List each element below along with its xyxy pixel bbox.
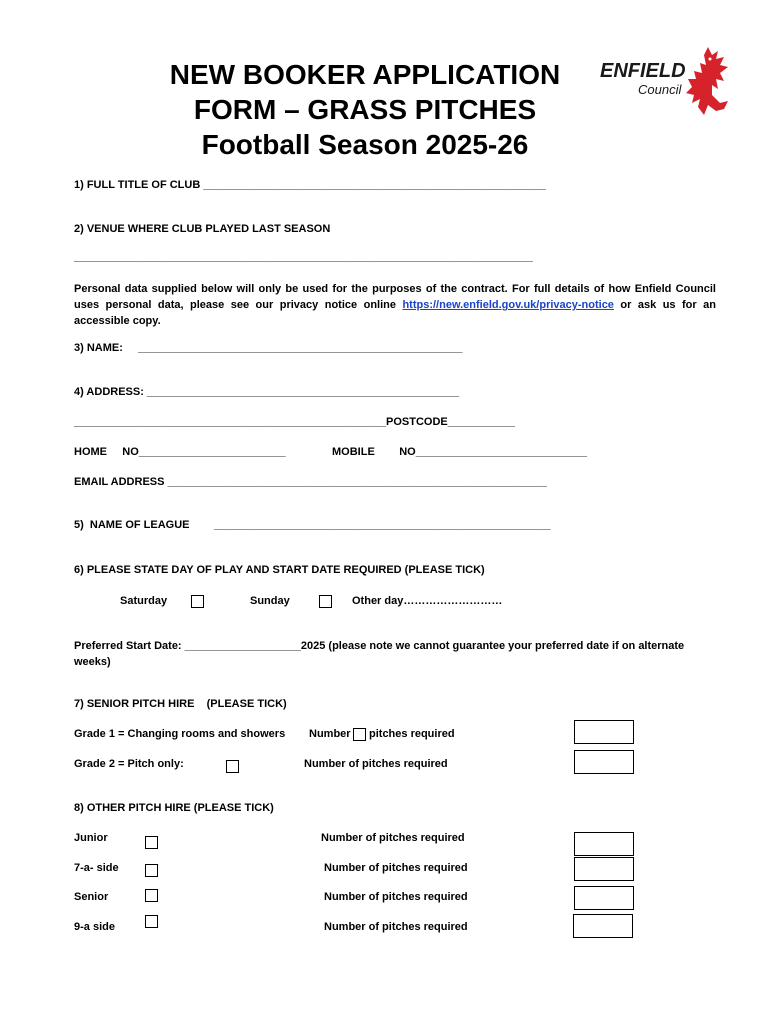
enfield-council-logo <box>600 45 730 120</box>
privacy-text-2: or ask us for an accessible copy. <box>74 299 716 327</box>
junior-label: Junior <box>74 832 108 844</box>
q7-senior-pitch-hire: 7) SENIOR PITCH HIRE (PLEASE TICK) <box>74 698 287 710</box>
grade2-number-box[interactable] <box>574 750 634 774</box>
q3-name: 3) NAME: _____________________________________________________ <box>74 342 463 354</box>
q5-league-label: 5) NAME OF LEAGUE <box>74 519 190 531</box>
saturday-label: Saturday <box>120 595 168 607</box>
nine-a-side-label: 9-a side <box>74 921 115 933</box>
privacy-notice <box>74 281 716 329</box>
other-day-label: Other day……………………… <box>352 595 503 607</box>
nine-a-side-checkbox[interactable] <box>145 915 158 928</box>
email-address: EMAIL ADDRESS ______________________________________________________________ <box>74 476 547 488</box>
junior-checkbox[interactable] <box>145 836 158 849</box>
grade1-label: Grade 1 = Changing rooms and showers <box>74 728 286 740</box>
grade2-checkbox[interactable] <box>226 760 239 773</box>
q6-day-of-play: 6) PLEASE STATE DAY OF PLAY AND START DATE REQUIRED (PLEASE TICK) <box>74 564 485 576</box>
logo-sub: Council <box>638 82 682 97</box>
form-title-line2: FORM – GRASS PITCHES <box>193 94 537 125</box>
sunday-label: Sunday <box>250 595 290 607</box>
q1-club-title: 1) FULL TITLE OF CLUB ________________________________________________________ <box>74 179 546 191</box>
seven-a-side-pitches-required: Number of pitches required <box>324 862 468 874</box>
grade1-checkbox[interactable] <box>353 728 366 741</box>
grade2-label: Grade 2 = Pitch only: <box>74 758 184 770</box>
q8-other-pitch-hire: 8) OTHER PITCH HIRE (PLEASE TICK) <box>74 802 274 814</box>
junior-number-box[interactable] <box>574 832 634 856</box>
home-phone: HOME NO________________________ <box>74 446 286 458</box>
form-title-line3: Football Season 2025-26 <box>201 129 529 160</box>
privacy-link[interactable]: https://new.enfield.gov.uk/privacy-notice <box>402 299 614 311</box>
nine-a-side-number-box[interactable] <box>573 914 633 938</box>
grade2-pitches-required: Number of pitches required <box>304 758 448 770</box>
q4-address-postcode: ___________________________________________________POSTCODE___________ <box>74 416 516 428</box>
q4-address: 4) ADDRESS: ___________________________________________________ <box>74 386 459 398</box>
preferred-start-date: Preferred Start Date: ___________________2025 (please note we cannot guarantee your preferred date if on alternate weeks) <box>74 640 685 668</box>
senior-pitches-required: Number of pitches required <box>324 891 468 903</box>
privacy-text-1: Personal data supplied below will only be used for the purposes of the contract. For full details of how Enfield Council uses personal data, please see our privacy notice online <box>74 283 716 311</box>
q2-venue-line: ___________________________________________________________________________ <box>74 251 533 263</box>
sunday-checkbox[interactable] <box>319 595 332 608</box>
grade1-number-label: Number <box>309 728 351 740</box>
q5-league-line: _______________________________________________________ <box>214 519 551 531</box>
form-title-line1: NEW BOOKER APPLICATION <box>169 59 561 90</box>
grade1-number-box[interactable] <box>574 720 634 744</box>
senior-checkbox[interactable] <box>145 889 158 902</box>
logo-name: ENFIELD <box>600 60 686 82</box>
senior-number-box[interactable] <box>574 886 634 910</box>
junior-pitches-required: Number of pitches required <box>321 832 465 844</box>
senior-label: Senior <box>74 891 109 903</box>
nine-a-side-pitches-required: Number of pitches required <box>324 921 468 933</box>
saturday-checkbox[interactable] <box>191 595 204 608</box>
seven-a-side-number-box[interactable] <box>574 857 634 881</box>
dragon-icon <box>682 45 730 117</box>
q2-venue-label: 2) VENUE WHERE CLUB PLAYED LAST SEASON <box>74 223 331 235</box>
grade1-pitches-required: pitches required <box>369 728 455 740</box>
seven-a-side-checkbox[interactable] <box>145 864 158 877</box>
mobile-phone: MOBILE NO____________________________ <box>332 446 588 458</box>
seven-a-side-label: 7-a- side <box>74 862 119 874</box>
